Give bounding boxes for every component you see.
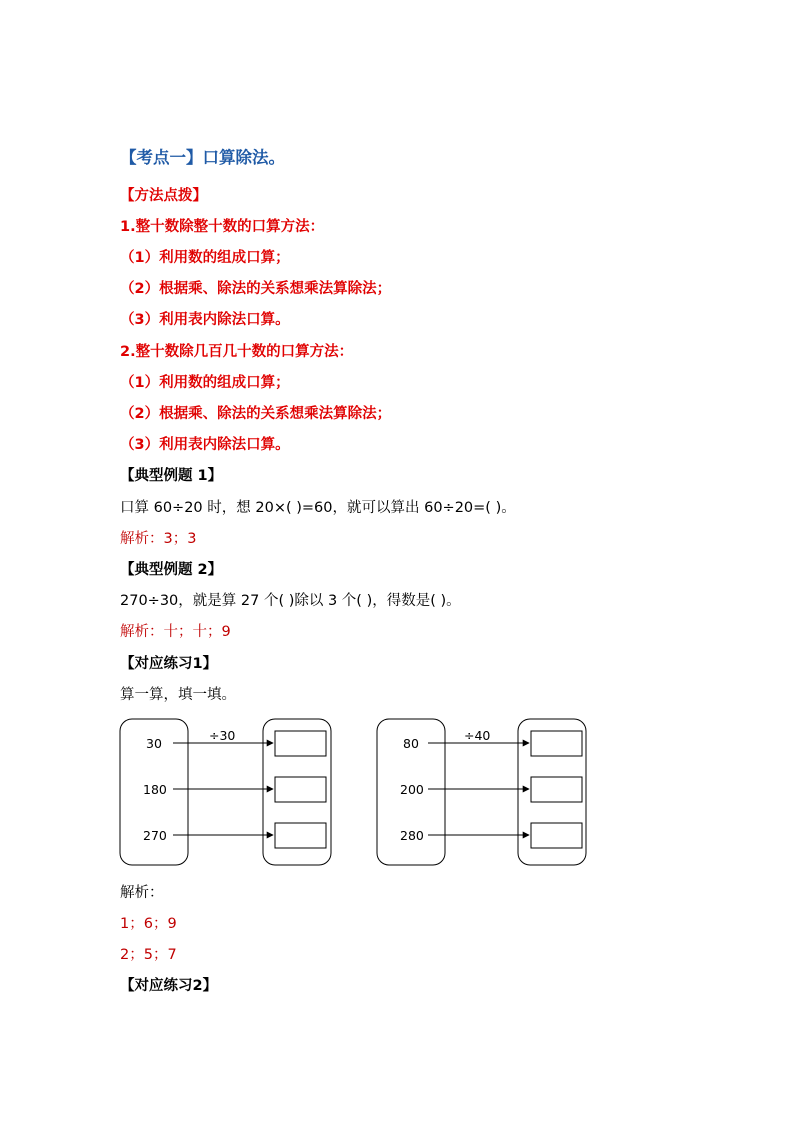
practice-1-instruction: 算一算，填一填。 <box>120 687 236 703</box>
left-input-value: 180 <box>143 782 167 797</box>
left-operator: ÷30 <box>209 728 236 743</box>
left-input-value: 270 <box>143 828 167 843</box>
method-2-item: （3）利用表内除法口算。 <box>120 437 290 453</box>
answer-box[interactable] <box>531 777 582 802</box>
right-operator: ÷40 <box>464 728 491 743</box>
right-input-value: 200 <box>400 782 424 797</box>
section-title: 【考点一】口算除法。 <box>120 148 285 167</box>
example-1-question: 口算 60÷20 时，想 20×( )=60，就可以算出 60÷20=( )。 <box>120 500 516 516</box>
practice-1-header: 【对应练习1】 <box>120 656 218 672</box>
method-1-item: （3）利用表内除法口算。 <box>120 312 290 328</box>
method-2-item: （1）利用数的组成口算； <box>120 375 290 391</box>
practice-1-answer-line: 1；6；9 <box>120 916 177 932</box>
example-1-answer: 解析：3；3 <box>120 531 197 547</box>
answer-box[interactable] <box>275 731 326 756</box>
answer-box[interactable] <box>531 823 582 848</box>
left-input-value: 30 <box>146 736 162 751</box>
right-input-value: 280 <box>400 828 424 843</box>
division-mapping-diagram <box>118 716 590 868</box>
method-1-item: （1）利用数的组成口算； <box>120 250 290 266</box>
method-2-title: 2.整十数除几百几十数的口算方法： <box>120 344 354 360</box>
practice-2-header: 【对应练习2】 <box>120 978 218 994</box>
method-header: 【方法点拨】 <box>120 188 207 204</box>
right-input-value: 80 <box>403 736 419 751</box>
example-2-question: 270÷30，就是算 27 个( )除以 3 个( )，得数是( )。 <box>120 593 461 609</box>
example-2-header: 【典型例题 2】 <box>120 562 223 578</box>
practice-1-answer-label: 解析： <box>120 885 164 901</box>
example-2-answer: 解析：十；十；9 <box>120 624 231 640</box>
answer-box[interactable] <box>275 823 326 848</box>
practice-1-answer-line: 2；5；7 <box>120 947 177 963</box>
method-1-title: 1.整十数除整十数的口算方法： <box>120 219 325 235</box>
answer-box[interactable] <box>275 777 326 802</box>
example-1-header: 【典型例题 1】 <box>120 468 223 484</box>
answer-box[interactable] <box>531 731 582 756</box>
method-2-item: （2）根据乘、除法的关系想乘法算除法； <box>120 406 392 422</box>
method-1-item: （2）根据乘、除法的关系想乘法算除法； <box>120 281 392 297</box>
